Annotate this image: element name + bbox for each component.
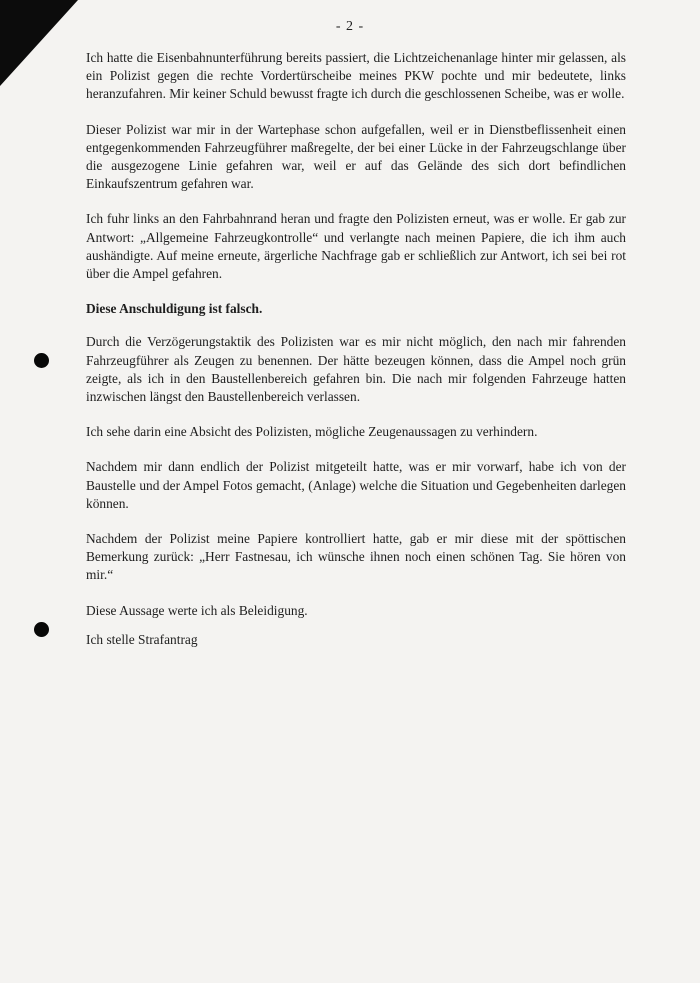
paragraph: Diese Aussage werte ich als Beleidigung. bbox=[86, 602, 308, 618]
paragraph: Ich sehe darin eine Absicht des Polizisten, mögliche Zeugenaussagen zu verhindern. bbox=[86, 424, 538, 440]
paragraph: Dieser Polizist war mir in der Wartephase schon aufgefallen, weil er in Dienstbeflissenheit einen entgegenkommenden Fahrzeugführer maßregelte, der bei einer Lücke in der Fahrzeugschlange über die ausgezogene Linie gefahren war, weil er auf das Gelände des sich dort befindlichen Einkaufszentrum gefahren war. bbox=[86, 121, 626, 192]
paragraph: Ich hatte die Eisenbahnunterführung bereits passiert, die Lichtzeichenanlage hinter mir gelassen, als ein Polizist gegen die rechte Vordertürscheibe meines PKW pochte und mir bedeutete, links heranzufahren. Mir keiner Schuld bewusst fragte ich durch die geschlossenen Scheibe, was er wolle. bbox=[86, 50, 626, 102]
paragraph: Nachdem mir dann endlich der Polizist mitgeteilt hatte, was er mir vorwarf, habe ich von der Baustelle und der Ampel Fotos gemacht, (Anlage) welche die Situation und Gegebenheiten darlegen können. bbox=[86, 459, 626, 511]
paragraph: Nachdem der Polizist meine Papiere kontrolliert hatte, gab er mir diese mit der spöttischen Bemerkung zurück: „Herr Fastnesau, ich wünsche ihnen noch einen schönen Tag. Sie hören von mir.“ bbox=[86, 531, 626, 583]
punch-hole bbox=[34, 622, 49, 637]
page-number: - 2 - bbox=[335, 19, 365, 34]
paragraph: Ich fuhr links an den Fahrbahnrand heran und fragte den Polizisten erneut, was er wolle. Er gab zur Antwort: „Allgemeine Fahrzeugkontrolle“ und verlangte nach meinen Papiere, die ich ihm auch aushändigte. Auf meine erneute, ärgerliche Nachfrage gab er schließlich zur Antwort, ich sei bei rot über die Ampel gefahren. bbox=[86, 211, 626, 282]
letter-body bbox=[86, 49, 626, 666]
paragraph: Durch die Verzögerungstaktik des Polizisten war es mir nicht möglich, den nach mir fahrenden Fahrzeugführer als Zeugen zu benennen. Der hätte bezeugen können, dass die Ampel noch grün zeigte, als ich in den Baustellenbereich gefahren bin. Die nach mir folgenden Fahrzeuge hatten inzwischen längst den Baustellenbereich verlassen. bbox=[86, 334, 626, 405]
paragraph: Ich stelle Strafantrag bbox=[86, 631, 198, 647]
scan-corner-shadow bbox=[0, 0, 78, 86]
accusation-heading: Diese Anschuldigung ist falsch. bbox=[86, 301, 263, 317]
punch-hole bbox=[34, 353, 49, 368]
